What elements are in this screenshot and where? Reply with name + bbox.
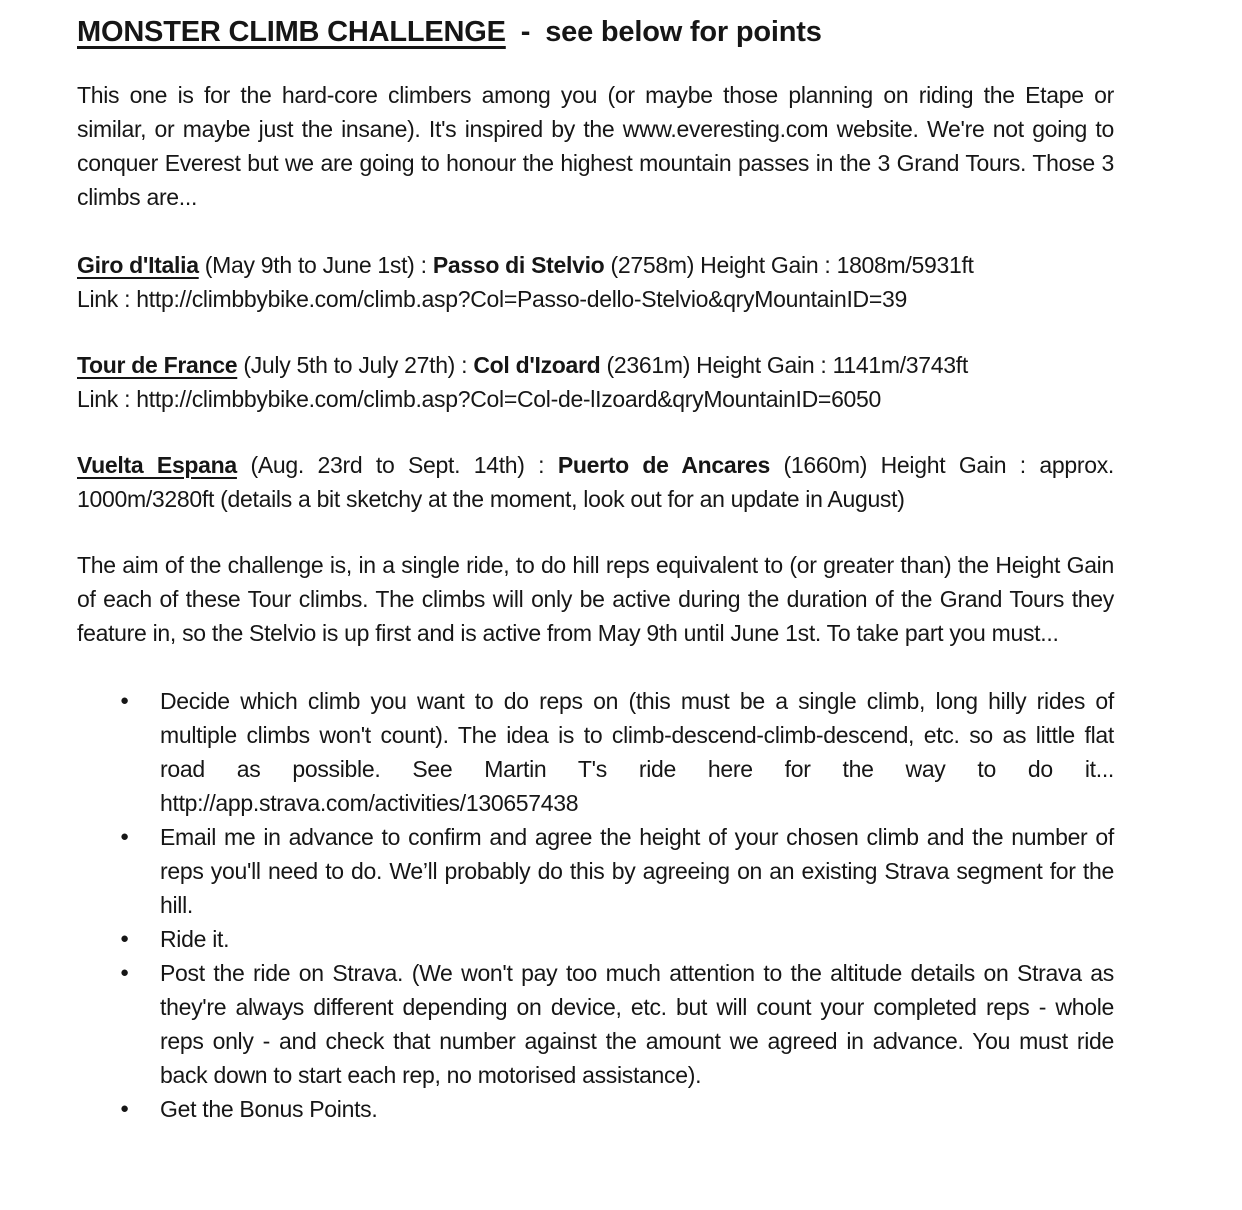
climb-heading bbox=[77, 348, 1114, 382]
bullet-icon: ● bbox=[120, 964, 129, 981]
list-item bbox=[120, 684, 1114, 820]
climb-heading bbox=[77, 448, 1114, 516]
link-url: http://climbbybike.com/climb.asp?Col=Passo-dello-Stelvio&qryMountainID=39 bbox=[136, 286, 907, 312]
list-item bbox=[120, 956, 1114, 1092]
climb-name: Puerto de Ancares bbox=[557, 452, 770, 478]
climb-section-giro bbox=[77, 248, 1114, 316]
tour-dates: (July 5th to July 27th) : bbox=[243, 352, 468, 378]
tour-name: Giro d'Italia bbox=[77, 252, 199, 278]
list-item bbox=[120, 820, 1114, 922]
bullet-icon: ● bbox=[120, 692, 129, 709]
climb-link-line bbox=[77, 382, 1114, 416]
tour-name: Tour de France bbox=[77, 352, 238, 378]
bullet-text: Get the Bonus Points. bbox=[160, 1096, 378, 1122]
tour-dates: (Aug. 23rd to Sept. 14th) : bbox=[250, 452, 545, 478]
climb-details: (2758m) Height Gain : 1808m/5931ft bbox=[610, 252, 974, 278]
climb-section-vuelta bbox=[77, 448, 1114, 516]
climb-name: Passo di Stelvio bbox=[432, 252, 605, 278]
tour-name: Vuelta Espana bbox=[77, 452, 237, 478]
intro-paragraph: This one is for the hard-core climbers among you (or maybe those planning on riding the Etape or similar, or maybe just the insane). It's inspired by the www.everesting.com website. We're not going to conquer Everest but we are going to honour the highest mountain passes in the 3 Grand Tours. Those 3 climbs are... bbox=[77, 82, 1114, 210]
bullet-text: Decide which climb you want to do reps on (this must be a single climb, long hilly rides of multiple climbs won't count). The idea is to climb-descend-climb-descend, etc. so as little flat road as possible. See Martin T's ride here for the way to do it... http://app.strava.com/activities/130657438 bbox=[160, 688, 1114, 816]
bullet-icon: ● bbox=[120, 930, 129, 947]
link-url: http://climbbybike.com/climb.asp?Col=Col-de-lIzoard&qryMountainID=6050 bbox=[136, 386, 882, 412]
bullet-text: Post the ride on Strava. (We won't pay too much attention to the altitude details on Strava as they're always different depending on device, etc. but will count your completed reps - whole reps only - and check that number against the amount we agreed in advance. You must ride back down to start each rep, no motorised assistance). bbox=[160, 960, 1114, 1088]
aim-paragraph: The aim of the challenge is, in a single ride, to do hill reps equivalent to (or greater than) the Height Gain of each of these Tour climbs. The climbs will only be active during the duration of the Grand Tours they feature in, so the Stelvio is up first and is active from May 9th until June 1st. To take part you must... bbox=[77, 552, 1114, 646]
climb-details: (2361m) Height Gain : 1141m/3743ft bbox=[606, 352, 968, 378]
bullet-icon: ● bbox=[120, 828, 129, 845]
climb-details: (1660m) Height Gain : approx. 1000m/3280ft (details a bit sketchy at the moment, look out for an update in August) bbox=[77, 452, 1115, 512]
link-label: Link : bbox=[77, 286, 131, 312]
link-label: Link : bbox=[77, 386, 131, 412]
instructions-list bbox=[77, 684, 1114, 1126]
climb-link-line bbox=[77, 282, 1114, 316]
climb-heading bbox=[77, 248, 1114, 282]
page-title bbox=[77, 12, 1114, 52]
title-separator: - bbox=[520, 16, 531, 48]
list-item bbox=[120, 1092, 1114, 1126]
title-subtitle: see below for points bbox=[545, 16, 822, 48]
climb-section-tour-de-france bbox=[77, 348, 1114, 416]
tour-dates: (May 9th to June 1st) : bbox=[204, 252, 427, 278]
bullet-icon: ● bbox=[120, 1100, 129, 1117]
bullet-text: Email me in advance to confirm and agree the height of your chosen climb and the number of reps you'll need to do. We’ll probably do this by agreeing on an existing Strava segment for the hill. bbox=[160, 824, 1114, 918]
bullet-text: Ride it. bbox=[160, 926, 230, 952]
title-text: MONSTER CLIMB CHALLENGE bbox=[77, 16, 506, 48]
climb-name: Col d'Izoard bbox=[473, 352, 601, 378]
list-item bbox=[120, 922, 1114, 956]
